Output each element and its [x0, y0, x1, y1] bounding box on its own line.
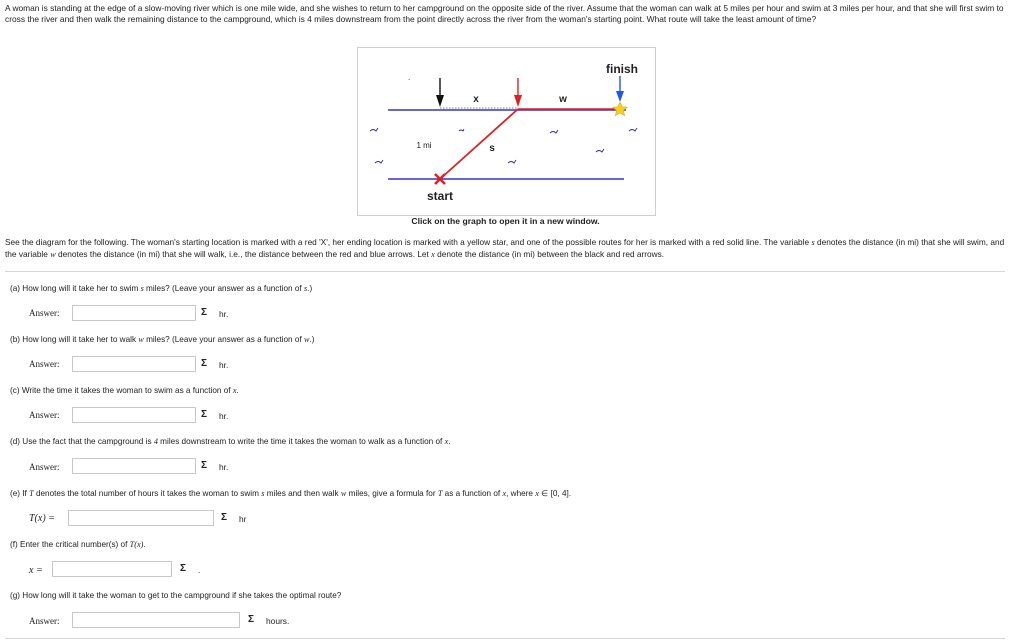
w-label: w — [559, 94, 567, 105]
answer-d-unit: hr. — [219, 462, 229, 472]
finish-star-icon — [613, 102, 628, 116]
sigma-icon[interactable]: Σ — [248, 614, 255, 625]
finish-label: finish — [606, 62, 638, 76]
answer-g-unit: hours. — [266, 616, 290, 626]
sigma-icon[interactable]: Σ — [221, 512, 228, 523]
diagram-description: See the diagram for the following. The woman's starting location is marked with a red 'X', her ending location is marked with a yellow star, and one of the possible routes for her is marked with a red solid line. The variable s denotes the distance (in mi) that she will swim, and the variable w denotes the distance (in mi) that she will walk, i.e., the distance between the red and blue arrows. Let x denote the distance (in mi) between the black and red arrows. — [5, 237, 1005, 259]
sigma-icon[interactable]: Σ — [201, 409, 208, 420]
answer-f-input[interactable] — [52, 561, 172, 577]
answer-e-label: T(x) = — [29, 513, 55, 524]
answer-d-input[interactable] — [72, 458, 196, 474]
answer-f-unit: . — [198, 565, 201, 575]
question-e: (e) If T denotes the total number of hours it takes the woman to swim s miles and then walk w miles, give a formula for T as a function of x, where x ∈ [0, 4]. — [10, 489, 572, 498]
answer-a-label: Answer: — [29, 308, 60, 318]
answer-c-unit: hr. — [219, 411, 229, 421]
river-width-label: 1 mi — [416, 141, 432, 150]
s-label: s — [489, 143, 495, 154]
red-arrow-icon — [514, 95, 522, 107]
question-c: (c) Write the time it takes the woman to swim as a function of x. — [10, 386, 239, 395]
answer-g-label: Answer: — [29, 616, 60, 626]
sigma-icon[interactable]: Σ — [180, 563, 187, 574]
answer-a-input[interactable] — [72, 305, 196, 321]
divider-top — [5, 271, 1005, 272]
black-arrow-icon — [436, 95, 444, 107]
answer-e-unit: hr — [239, 514, 247, 524]
answer-c-input[interactable] — [72, 407, 196, 423]
question-a: (a) How long will it take her to swim s miles? (Leave your answer as a function of s.) — [10, 284, 313, 293]
river-diagram[interactable] — [357, 47, 656, 216]
question-d: (d) Use the fact that the campground is 4 miles downstream to write the time it takes the woman to walk as a function of x. — [10, 437, 451, 446]
finish-arrow-icon — [616, 91, 624, 102]
answer-e-input[interactable] — [68, 510, 214, 526]
answer-f-label: x = — [29, 565, 43, 576]
water-ripple-icons — [370, 128, 637, 163]
answer-c-label: Answer: — [29, 410, 60, 420]
answer-d-label: Answer: — [29, 462, 60, 472]
problem-statement: A woman is standing at the edge of a slow-moving river which is one mile wide, and she wishes to return to her campground on the opposite side of the river. Assume that the woman can walk at 5 miles per hour and swim at 3 miles per hour, and that she will first swim to cross the river and then walk the remaining distance to the campground, which is 4 miles downstream from the point directly across the river from the woman's starting point. What route will take the least amount of time? — [5, 3, 1004, 24]
sigma-icon[interactable]: Σ — [201, 358, 208, 369]
start-label: start — [426, 189, 454, 203]
swim-route-line — [440, 109, 518, 179]
answer-b-input[interactable] — [72, 356, 196, 372]
svg-text:.: . — [408, 73, 411, 82]
question-b: (b) How long will it take her to walk w miles? (Leave your answer as a function of w.) — [10, 335, 315, 344]
question-f: (f) Enter the critical number(s) of T(x). — [10, 540, 146, 549]
x-label: x — [473, 94, 479, 105]
figure-caption[interactable]: Click on the graph to open it in a new window. — [411, 216, 600, 226]
divider-bottom — [5, 638, 1005, 639]
answer-a-unit: hr. — [219, 309, 229, 319]
question-g: (g) How long will it take the woman to get to the campground if she takes the optimal route? — [10, 591, 342, 600]
answer-b-label: Answer: — [29, 359, 60, 369]
answer-b-unit: hr. — [219, 360, 229, 370]
sigma-icon[interactable]: Σ — [201, 460, 208, 471]
sigma-icon[interactable]: Σ — [201, 307, 208, 318]
river-diagram-svg[interactable] — [358, 48, 655, 215]
answer-g-input[interactable] — [72, 612, 240, 628]
